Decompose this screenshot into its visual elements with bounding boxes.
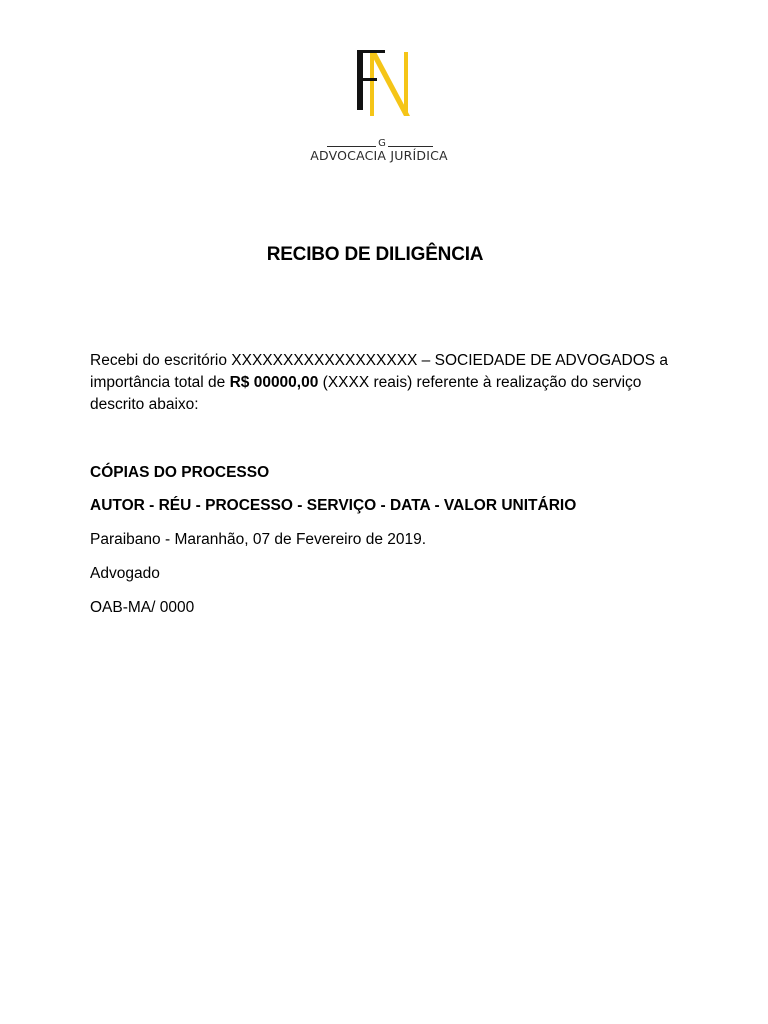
oab-registration: OAB-MA/ 0000 <box>90 599 195 616</box>
paragraph-line-3: descrito abaixo: <box>90 396 199 413</box>
paragraph-line-2 <box>90 372 690 394</box>
section-heading: CÓPIAS DO PROCESSO <box>90 464 270 481</box>
service-columns-line: AUTOR - RÉU - PROCESSO - SERVIÇO - DATA - VALOR UNITÁRIO <box>90 497 577 514</box>
logo <box>0 44 768 174</box>
logo-n-right-stem <box>404 52 408 116</box>
place-and-date: Paraibano - Maranhão, 07 de Fevereiro de 2019. <box>90 531 427 548</box>
signer-role: Advogado <box>90 565 160 582</box>
logo-n-left-stem <box>370 52 374 116</box>
paragraph-line-2-prefix: importância total de <box>90 374 230 391</box>
paragraph-line-1: Recebi do escritório XXXXXXXXXXXXXXXXXX – SOCIEDADE DE ADVOGADOS a <box>90 352 669 369</box>
logo-f-middle-bar <box>357 78 377 81</box>
receipt-amount: R$ 00000,00 <box>229 374 319 391</box>
fn-monogram-logo <box>350 44 414 116</box>
paragraph-line-2-suffix: (XXXX reais) referente à realização do serviço <box>318 374 642 391</box>
logo-f-top-bar <box>357 50 385 53</box>
logo-small-mark: G <box>376 138 388 150</box>
document-title: RECIBO DE DILIGÊNCIA <box>266 244 484 265</box>
logo-tagline: ADVOCACIA JURÍDICA <box>310 148 448 163</box>
receipt-paragraph <box>90 350 690 416</box>
